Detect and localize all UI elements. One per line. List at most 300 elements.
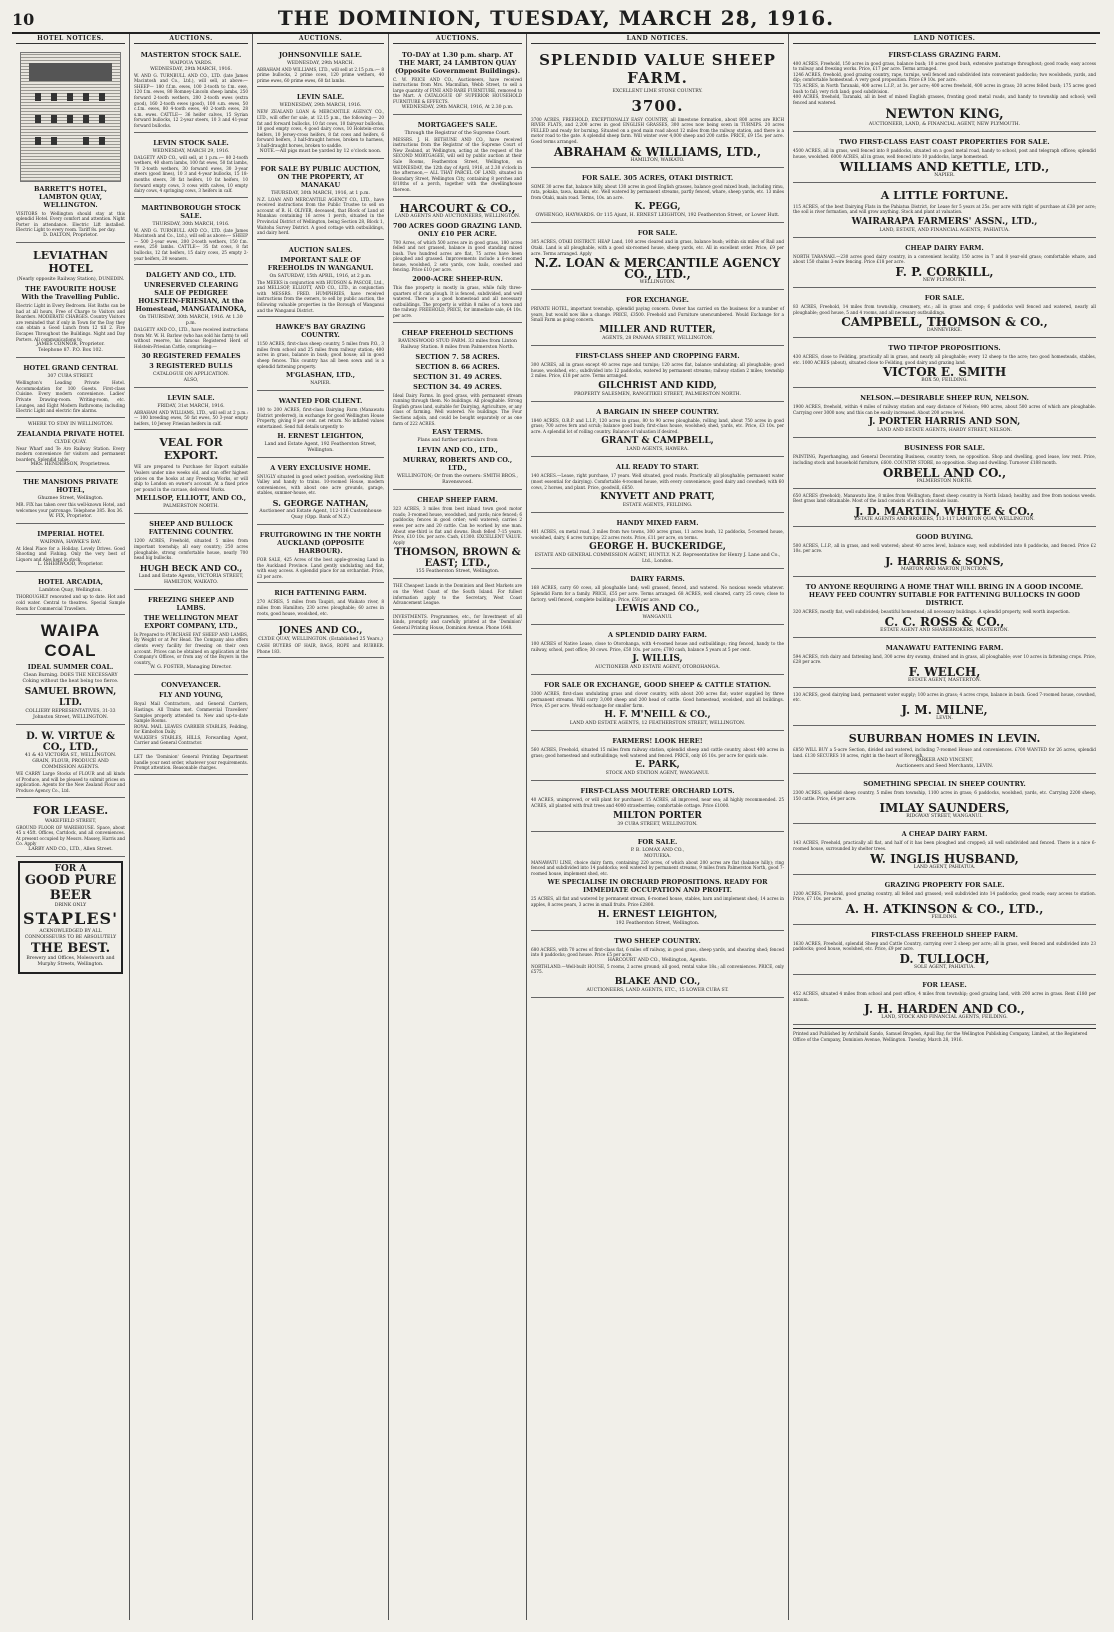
ad-agent: W. INGLIS HUSBAND, xyxy=(870,851,1019,866)
ad-agent: F. WELCH, xyxy=(908,664,981,679)
ad-body: LET the 'Dominion' General Printing Department handle your next order, whatever your requirements. Prompt attention. Reasonable charges. xyxy=(134,754,248,771)
ad-body: 430 ACRES, close to Feilding, practically all in grass, and nearly all ploughable; every 12 sheep to the acre; two good homesteads, stables, etc. 1000 ACRES (about), situated close to Feilding, good dairy and grazing land. xyxy=(793,354,1096,365)
ad-heading: TWO SHEEP COUNTRY. xyxy=(614,936,701,945)
ad-tagline: IDEAL SUMMER COAL. xyxy=(27,663,114,672)
ad-agent: PARKER AND VINCENT, xyxy=(915,758,974,764)
ad-business xyxy=(793,440,1096,488)
ad-bullock-country xyxy=(134,516,248,589)
ad-agent: SAMUEL BROWN, LTD. xyxy=(24,687,117,709)
ad-line: ALSO, xyxy=(183,377,199,383)
ad-orchard-lots xyxy=(531,783,784,831)
ad-wanganui-freeholds xyxy=(257,242,384,318)
ad-body: 115 ACRES, of the best Dairying Flats in the Pahiatua District, for Lease for 5 years at 25s. per acre with right of purchase at £38 per acre; the soil is river formation, and will grow anything. Stock and plant at valuation. xyxy=(793,203,1096,215)
ad-body: 3700 ACRES, FREEHOLD, EXCEPTIONALLY EASY COUNTRY, all limestone formation, about 800 acres are RICH RIVER FLATS, and 2,200 acres in good ENGLISH GRASSES, 300 acres now being sown in TURNIPS. 20 acres FELLED and ready for burning. Situated on a good main road about 12 miles from the railway station, and there is a motor road to the gate. A splendid sheep farm. Will winter over 4,000 sheep and 200 cattle. PRICE, £9 15s. per acre. Good terms arranged. xyxy=(531,116,784,144)
ad-heading: A LITTLE FORTUNE. xyxy=(880,188,1009,202)
ad-agent: MILTON PORTER xyxy=(613,810,702,821)
ad-heading: ALL READY TO START. xyxy=(616,463,699,472)
ad-agent-address: Auctioneers and Seed Merchants, LEVIN. xyxy=(895,764,994,770)
ad-agent: S. GEORGE NATHAN, xyxy=(272,497,369,508)
ad-masterton-stock-sale xyxy=(134,47,248,133)
beer-brewery: Brewery and Offices, Molesworth and Murphy Streets, Wellington. xyxy=(26,955,115,967)
ad-staples-beer xyxy=(18,861,123,974)
ad-body: 452 ACRES, situated 4 miles from school and post office, 4 miles from township; good grazing land, with 200 acres in grass. Rent £180 per annum. xyxy=(793,990,1096,1002)
ad-body: 130 ACRES, good dairying land, permanent water supply; 100 acres in grass; 4 acres crops, balance in bush. Good 7-roomed house, cowshed, etc. xyxy=(793,691,1096,703)
ad-agent: MELLSOP, ELLIOTT, AND CO., xyxy=(135,494,247,503)
ad-agent: M'GLASHAN, LTD., xyxy=(285,371,356,380)
ad-agent-address: PROPERTY SALESMEN, RANGITIKEI STREET, PALMERSTON NORTH. xyxy=(573,391,742,397)
ad-arcadia xyxy=(16,574,125,615)
ad-campbell-thomson xyxy=(793,290,1096,338)
ad-body: Ideal Dairy Farms. In good grass, with permanent stream running through them. No buildings. All ploughable. Strong English grass land, suitable for Dairying, Agriculture, or any class of farming. Well watered. No buildings. The Four Sections adjoin, and could be bought separately or as one farm of 222 ACRES. xyxy=(393,392,522,426)
beer-brand: STAPLES' xyxy=(23,908,118,928)
ad-heading: GRAZING PROPERTY FOR SALE. xyxy=(884,880,1005,889)
column-heading: LAND NOTICES. xyxy=(793,36,1096,44)
ad-body: 140 ACRES.—Lease, right purchase, 17 years. Well situated, good roads. Practically all ploughable; permanent water (most essential for dairying). Comfortable 4-roomed house, with every convenience; good dairy and cowshed; with 60 cows, 2 horses, and plant. Price, goodwill, £650. xyxy=(531,473,784,490)
ad-body: ABRAHAM AND WILLIAMS, LTD., will sell at 2.15 p.m.:— 8 prime bullocks, 2 prime cows, 120 prime wethers, 40 prime ewes, 60 prime ewes, 60 fat lambs. xyxy=(257,66,384,83)
ad-heading: FOR SALE BY PUBLIC AUCTION, ON THE PROPERTY, AT MANAKAU xyxy=(260,164,381,189)
ad-exclusive-home xyxy=(257,460,384,525)
ad-date: THURSDAY, 30th MARCH, 1916, at 1 p.m. xyxy=(270,190,370,196)
ad-hawkes-bay xyxy=(257,319,384,391)
ad-heading: VEAL FOR EXPORT. xyxy=(159,436,223,463)
ad-agent: J. M. MILNE, xyxy=(901,703,988,717)
beer-drink: DRINK ONLY xyxy=(54,902,87,908)
ad-martinborough xyxy=(134,200,248,266)
ad-body: N.Z. LOAN AND MERCANTILE AGENCY CO., LTD., have received instructions from the Public Trustee to sell on account of R. H. OLIVER, deceased, that Block of Land at Manakau containing 16 acres 1 perch, situated in the Provincial District of Wellington, being Section 28, Block 1, Waitohu Survey District. A good cottage with outbuildings, and dairy herd. xyxy=(257,196,384,236)
ad-harden xyxy=(793,977,1096,1025)
ad-heading: FOR LEASE. xyxy=(32,803,109,817)
ad-agent: E. PARK, xyxy=(635,760,680,771)
ad-heading: CHEAP DAIRY FARM. xyxy=(905,243,984,252)
ad-manawatu-fattening xyxy=(793,640,1096,688)
ad-tulloch xyxy=(793,927,1096,975)
ad-body: W. AND G. TURNBULL AND CO., LTD. (late James Macintosh and Co., Ltd.), will sell as above:— SHEEP— 500 2-year ewes, 200 2-tooth wethers, 150 f.m. ewes, 250 lambs. CATTLE— 35 fat cows, 8 fat bullocks, 12 fat heifers, 15 dairy cows, 25 empty 2-year heifers, 20 weaners. xyxy=(134,227,248,261)
ad-subheading: EXCELLENT LIME STONE COUNTRY. xyxy=(612,88,703,94)
ad-body: 735 ACRES, in North Taranaki, 400 acres L.I.P., at 3s. per acre; 400 acres freehold, 400 acres in grass; 20 acres felled bush; 175 acres good bush to fall; very rich land; good subdivision. xyxy=(793,82,1096,94)
ad-levin-sale-nzloan xyxy=(257,89,384,158)
ad-agent: F. P. CORKILL, xyxy=(895,264,994,279)
ad-terms: EASY TERMS. xyxy=(432,428,483,437)
page-number: 10 xyxy=(12,10,35,29)
ad-body: 650 ACRES (freehold), Manawatu line, 8 miles from Wellington; finest sheep country in North Island; healthy, and free from noxious weeds. Best grass land obtainable. Most of the land consists of a rich chocolate loam. xyxy=(793,492,1096,504)
ad-body: Near Wharf and Te Aro Railway Station. Every modern convenience for visitors and permanent boarders. Splendid table. xyxy=(16,445,125,462)
ad-agent-address: OWHENGO, HAYWARDS. Or 115 Ajunt, H. ERNEST LEIGHTON, 192 Featherston Street, or Lower Hutt. xyxy=(535,213,780,219)
ad-heading: HANDY MIXED FARM. xyxy=(616,519,699,528)
ad-body: C. W. PRICE AND CO., Auctioneers, have received instructions from Mrs. Macmillan, Webb Street, to sell a large quantity of FINE AND RARE FURNITURE, removed to the Mart. A CATALOGUE OF SUPERIOR HOUSEHOLD FURNITURE & EFFECTS. xyxy=(393,76,522,104)
ad-agent-address: Land and Estate Agent, 192 Featherston Street, Wellington. xyxy=(264,441,377,453)
ad-heading: HAWKE'S BAY GRAZING COUNTRY. xyxy=(275,323,366,340)
ad-heading: TWO TIP-TOP PROPOSITIONS. xyxy=(888,344,1001,353)
ad-agent: LARBY AND CO., LTD., Allen Street. xyxy=(28,846,113,852)
ad-body: 100 ACRES of Native Lease, close to Otorohanga, with 4-roomed house and outbuildings; ring fenced, handy to the railway, school, post office; 30 cows. Price, £50 10s. per acre; £700 cash, balance 5 years at 5 per cent. xyxy=(531,641,784,652)
column-land-notices-1 xyxy=(527,34,789,1620)
ad-agent-address: ESTATE AGENT AND SHAREBROKERS, MASTERTON. xyxy=(880,627,1009,633)
ad-heading: WE SPECIALISE IN ORCHARD PROPOSITIONS. READY FOR IMMEDIATE OCCUPATION AND PROFIT. xyxy=(547,878,768,895)
ad-body: ABRAHAM AND WILLIAMS, LTD., will sell at 2 p.m.:— 100 breeding ewes, 50 fat ewes, 50 3-year empty heifers, 10 Jersey Friesian heifers in calf. xyxy=(134,409,248,426)
ad-agent: N.Z. LOAN & MERCANTILE AGENCY CO., LTD., xyxy=(534,256,781,282)
imprint-footer: Printed and Published by Archibald Sando, Samuel Brogden, Apuil Bay, for the Wellington Publishing Company, Limited, at the Registered Office of the Company, Dominion Avenue, Wellington. Tuesday, March 28, 1916. xyxy=(793,1028,1096,1042)
ad-body: 1200 ACRES, Freehold, situated 5 miles from important township; all easy country; 250 acres ploughable, strong comfortable house, nearly 700 head big bullocks. xyxy=(134,538,248,561)
ad-agent-address: LAND AND ESTATE AGENTS, HARDY STREET, NELSON. xyxy=(877,428,1012,434)
ad-agent-address: LEVIN. xyxy=(936,716,953,721)
ad-mortgagees-sale xyxy=(393,117,522,197)
ad-agent: K. PEGG, xyxy=(634,202,681,213)
ad-imperial xyxy=(16,526,125,573)
ad-agent-address: 39 CUBA STREET, WELLINGTON. xyxy=(617,821,698,827)
ad-subheading: WAIPAWA, HAWKE'S BAY. xyxy=(39,539,102,545)
ad-cattle-station xyxy=(531,677,784,731)
ad-fruitgrowing xyxy=(257,527,384,583)
ad-agent-address: LAND AGENTS AND AUCTIONEERS, WELLINGTON. xyxy=(394,213,521,219)
ad-heading: HOTEL GRAND CENTRAL xyxy=(23,364,118,373)
ad-body: CASH BUYERS OF HAIR, BAGS, ROPE and RUBBER. Phone 183. xyxy=(257,643,384,654)
ad-heading: LEVIN STOCK SALE. xyxy=(153,138,229,147)
ad-heading: FIRST-CLASS FREEHOLD SHEEP FARM. xyxy=(871,930,1018,939)
ad-body: 143 ACRES, Freehold, practically all flat, and half of it has been ploughed and cropped; all well subdivided and fenced. There is a nice 6-roomed house, surrounded by shelter trees. xyxy=(793,840,1096,851)
column-auctions-1 xyxy=(130,34,253,1620)
ad-body: 400 ACRES, Freehold, 150 acres in good grass, balance bush; 10 acres good bush, extensive pasturage throughout; good roads; easy access to railway and freezing works. Price, £17 per acre. Terms arranged. xyxy=(793,60,1096,72)
column-heading: AUCTIONS. xyxy=(134,36,248,44)
ad-body: MESSRS. J. H. BETHUNE AND CO., have received instructions from the Registrar of the Supreme Court of New Zealand, at Wellington, acting at the request of the SECOND MORTGAGEE, will sell by public auction at their Sale Rooms, Featherston Street, Wellington, on WEDNESDAY, the 12th day of April, 1916, at 2.30 o'clock in the afternoon,— ALL THAT PARCEL OF LAND, situated in Boundary Street, Wellington City, containing 8 perches and 8/10ths of a perch, together with the dwellinghouse thereon. xyxy=(393,136,522,192)
ad-milne xyxy=(793,690,1096,726)
ad-date: On THURSDAY, 30th MARCH, 1916. At 1.30 p.m. xyxy=(139,315,243,327)
ad-cheap-freehold-sections xyxy=(393,325,522,491)
ad-heading: MASTERTON STOCK SALE. xyxy=(140,50,242,59)
section-label: WHERE TO STAY IN WELLINGTON. xyxy=(27,421,114,427)
ad-body: 560 ACRES, Freehold, situated 15 miles from railway station, splendid sheep and cattle country, about 400 acres in grass; good homestead and outbuildings; well watered and fenced. PRICE, only £6 10s. per acre for quick sale. xyxy=(531,747,784,758)
ad-heading: GOOD BUYING. xyxy=(915,532,974,541)
ad-date: WEDNESDAY, 29th MARCH. xyxy=(286,60,355,66)
ad-agent: GILCHRIST AND KIDD, xyxy=(598,380,717,391)
ad-subheading: WAKEFIELD STREET, xyxy=(44,818,97,824)
ad-barretts-hotel xyxy=(16,47,125,243)
ad-body: SNUGLY situated in good select position, overlooking Hutt Valley and handy to trains. 10-roomed House, modern conveniences, with about one acre grounds, garage, stables, summer-house, etc. xyxy=(257,473,384,496)
ad-agent: GRANT & CAMPBELL, xyxy=(601,436,714,447)
ad-body: 4500 ACRES, all in grass, well fenced into 8 paddocks, situated on a good metal road, handy to school, post and telegraph offices; splendid house, woolshed. 6000 ACRES, all in grass, well fenced into 10 paddocks, large homestead. xyxy=(793,148,1096,159)
ad-agent-address: 192 Featherston Street, Wellington. xyxy=(615,920,700,926)
ad-subheading: WAIPOUA YARDS. xyxy=(169,60,213,66)
ad-body: THE Cheapest Lands in the Dominion and Best Markets are on the West Coast of the South Island. For fullest information apply to the Secretary, West Coast Advancement League. xyxy=(393,583,522,606)
ad-body: 1246 ACRES, freehold, good grazing country, rape, turnips, well fenced and subdivided into convenient paddocks; two woolsheds, yards, and dip; comfortable homestead. A very good proposition. Price £9 10s. per acre. xyxy=(793,71,1096,83)
ad-agent: H. F. M'NEILL & CO., xyxy=(604,710,711,721)
ad-agent-address: ESTATE AGENTS, FEILDING. xyxy=(622,503,693,509)
ad-heading: FOR SALE. xyxy=(637,837,678,846)
ad-dominion-printing xyxy=(134,752,248,775)
ad-agent-address: 155 Featherston Street, Wellington. xyxy=(415,569,500,575)
ad-telephone: Telephone 87. P.O. Box 102. xyxy=(38,348,103,354)
ad-for-exchange xyxy=(531,292,784,346)
ad-body: NEW ZEALAND LOAN & MERCANTILE AGENCY CO., LTD., will offer for sale, at 12.15 p.m., the following:— 20 fat and forward bullocks, 10 fat cows, 10 fairyear bullocks, 10 good empty cows, 4 good dairy cows, 10 Holstein-cross heifers, 10 Jersey-cross heifers, 8 fat cows and heifers, 6 forward heifers, 3 half-draught horses, broken to harness, 3 half-draught horses, broken to saddle. xyxy=(257,109,384,148)
ad-agent: J. HARRIS & SONS, xyxy=(885,555,1004,569)
ad-agent-address: ESTATE AGENTS AND BROKERS, 113-117 LAMBTON QUAY, WELLINGTON. xyxy=(854,516,1035,522)
ad-heading: FOR LEASE. xyxy=(922,980,967,989)
ad-agent-address: WELLINGTON. xyxy=(639,280,676,286)
ad-agent: J. PORTER HARRIS AND SON, xyxy=(868,417,1021,428)
ad-investments xyxy=(393,612,522,635)
ad-agent-address: AUCTIONEERS, LAND AGENTS, ETC., 15 LOWER CUBA ST. xyxy=(586,987,729,993)
ad-agent: D. TULLOCH, xyxy=(899,951,990,966)
ad-body: This fine property is mostly in grass, while fully three-quarters of it can plough. It is fenced, subdivided, and well watered. There is a good homestead and all necessary outbuildings. The property is within 8 miles of a town and the railway. FREEHOLD, PRICE, for immediate sale, £4 10s. per acre. xyxy=(393,285,522,319)
ad-body: Royal Mail Contractors, and General Carriers, Hastings. All Trains met. Commercial Travellers' Samples properly attended to. New and up-to-date Sample Rooms. xyxy=(134,701,248,724)
masthead xyxy=(12,6,1100,34)
ad-subheading: 41 & 43 VICTORIA ST., WELLINGTON. GRAIN, FLOUR, PRODUCE AND COMMISSION AGENTS. xyxy=(24,753,117,771)
ad-heading: HOTEL ARCADIA, xyxy=(37,578,104,587)
ad-agent: VICTOR E. SMITH xyxy=(882,365,1007,380)
ad-date: FRIDAY, 31st MARCH, 1916. xyxy=(157,403,225,409)
column-heading: LAND NOTICES. xyxy=(531,36,784,44)
ad-subheading: RAVENSWOOD STUD FARM. 33 miles from Linton Railway Station. 8 miles from Palmerston North. xyxy=(398,338,517,350)
ad-body: WALKER'S STABLES, HILLS, Forwarding Agent, Carrier and General Contractor. xyxy=(134,734,248,746)
ad-heading: CHEAP FREEHOLD SECTIONS xyxy=(401,328,514,337)
ad-heading: NELSON.—DESIRABLE SHEEP RUN, NELSON. xyxy=(860,394,1029,403)
ad-agent-address: ESTATE AND GENERAL COMMISSION AGENT, HUNTLY. N.Z. Representative for Henry J. Lane and Co., Ltd., London. xyxy=(534,553,781,565)
ad-heading: FREEZING SHEEP AND LAMBS. xyxy=(148,595,234,612)
ad-agent: MURRAY, ROBERTS AND CO., LTD., xyxy=(402,456,513,473)
ad-body: 83 ACRES, Freehold, 14 miles from township, creamery, etc.; all in grass and crop; 6 paddocks well fenced and watered, nearly all ploughable; good house, 5 and 4 rooms, and all necessary outbuildings. xyxy=(793,303,1096,315)
ad-heading: A BARGAIN IN SHEEP COUNTRY. xyxy=(596,407,719,416)
ad-body: Clean Burning. DOES THE NECESSARY Coking without the heat being too fierce. xyxy=(22,673,119,685)
ad-body: DALGETY AND CO., will sell, at 1 p.m.:— 80 2-tooth wethers, 40 shorn lambs, 100 fat ewes, 50 fat lambs, 70 2-tooth wethers, 30 forward ewes, 30 3-year steers (good lines), 10 3 and 4-year bullocks, 15 18-months steers, 30 fat heifers, 10 fat heifers, 10 forward empty cows, 3 cows with calves, 10 empty dairy cows, 4 springing cows, 3 heifers in calf. xyxy=(134,154,248,194)
ad-heading: FRUITGROWING IN THE NORTH AUCKLAND (OPPOSITE HARBOUR). xyxy=(259,530,382,555)
ad-nelson-run xyxy=(793,390,1096,438)
ad-tagline: THE FAVOURITE HOUSE With the Travelling Public. xyxy=(21,284,120,301)
ad-agent: CAMPBELL, THOMSON & CO., xyxy=(841,315,1048,330)
ad-agent: MILLER AND RUTTER, xyxy=(599,324,716,335)
ad-body: 1200 ACRES, Freehold, good grazing country, all felled and grassed; well subdivided into 14 paddocks; good roads; easy access to station. Price, £7 10s. per acre. xyxy=(793,890,1096,902)
ad-splendid-sheep-farm xyxy=(531,47,784,168)
ad-agent-address: LAND, STOCK AND FINANCIAL AGENTS, FEILDING. xyxy=(881,1015,1008,1021)
ad-body: 323 ACRES, 3 miles from best inland town good motor roads; 3-roomed house, woodshed, and yards; nice fenced; 6 paddocks; fences in good order; well watered; carries 2 ewes per acre and 20 cattle. Can be worked by one man. About one-third is flat and downs. Bush felled 7-15 years. Price, £10 10s. per acre. Cash, £1300. EXCELLENT VALUE. Apply xyxy=(393,506,522,545)
ad-body: 320 ACRES, mostly flat, well subdivided; beautiful homestead; all necessary buildings. A splendid property, well worth inspection. xyxy=(793,609,1070,615)
ad-otaki-nzloan xyxy=(531,225,784,290)
ad-agent-address: LAND AGENT, PAHIATUA. xyxy=(913,864,976,870)
ad-splendid-dairy xyxy=(531,627,784,675)
ad-body: PRIVATE HOTEL, important township, splendid paying concern. Owner has carried on the business for a number of years, but would now like a change. PRICE, £3500. Freehold and Furniture unencumbered. Would Exchange for a Small Farm as going concern. xyxy=(531,306,784,323)
ad-body: 700 Acres, of which 500 acres are in good grass, 180 acres felled and not grassed, balance in good standing mixed bush. Two hundred acres are flat, 75 acres have been ploughed and grassed. Improvements include a 6-roomed house, woolshed, 2 sets yards, cow bails, cowshed and fencing. Price £10 per acre. xyxy=(393,239,522,273)
ad-agent-address: MARTON AND MARTON JUNCTION. xyxy=(901,567,988,573)
ad-agent: HUGH BECK AND CO., xyxy=(139,562,243,573)
ad-subheading: CLYDE QUAY. xyxy=(54,439,87,445)
ad-suburban-homes xyxy=(793,728,1096,774)
beer-for: FOR A xyxy=(54,863,87,874)
ad-agent-address: NAPIER. xyxy=(310,381,331,387)
column-hotel-notices xyxy=(12,34,130,1620)
ad-body: Is Prepared to PURCHASE FAT SHEEP AND LAMBS, By Weight or at Per Head. The Company also offers clients every facility for freezing on their own account. Prices can be obtained on application at the Company's Offices, or from any of the Buyers in the country. xyxy=(134,631,248,665)
masthead-title: THE DOMINION, TUESDAY, MARCH 28, 1916. xyxy=(277,6,835,30)
ad-heading: FOR SALE. xyxy=(637,229,678,238)
ad-body: 1150 ACRES, first-class sheep country, 5 miles from P.O., 3 miles from school and 25 miles from railway station; 400 acres in grass, balance in bush; good house; all in good sheep fences. This country has all been sown and is a splendid fattening property. xyxy=(257,341,384,369)
column-land-notices-2 xyxy=(789,34,1100,1620)
ad-heading: TO ANYONE REQUIRING A HOME THAT WILL BRING IN A GOOD INCOME. HEAVY FEED COUNTRY SUITABLE FOR FATTENING BULLOCKS IN GOOD DISTRICT. xyxy=(805,583,1084,608)
ad-body: 2300 ACRES, splendid sheep country, 5 miles from township, 1100 acres in grass; 6 paddocks, woolshed, yards, etc. Carrying 2200 sheep, 150 cattle. Price, £4 per acre. xyxy=(793,790,1096,801)
ad-body: The MEEKS in conjunction with HUDSON & PASCOE, Ltd., and MELLSOP, ELLIOTT, AND CO., LTD., in conjunction with MESSRS. FRED. HUMPHRIES, have received instructions from the owners, to sell by public auction, the following valuable properties in the Borough of Wanganui and the Wanganui District. xyxy=(257,279,384,313)
ad-agent: WAIRARAPA FARMERS' ASSN., LTD., xyxy=(851,216,1038,227)
ad-agent-address: STOCK AND STATION AGENT, WANGANUI. xyxy=(605,771,710,777)
ad-heading: IMPORTANT SALE OF FREEHOLDS IN WANGANUI. xyxy=(267,255,374,272)
ad-levin-sale xyxy=(134,390,248,431)
column-auctions-3 xyxy=(389,34,527,1620)
ad-heading: LEVIATHAN HOTEL xyxy=(33,248,108,275)
ad-subheading: Ghuznee Street, Wellington. xyxy=(37,496,104,502)
ad-conveyancer xyxy=(134,677,248,750)
ad-heading: 700 ACRES GOOD GRAZING LAND. ONLY £10 PER ACRE. xyxy=(393,221,522,238)
ad-furniture-sale xyxy=(393,47,522,115)
ad-agent-address: COLLIERY REPRESENTATIVES, 31-33 Johnston Street, WELLINGTON. xyxy=(25,709,116,721)
ad-agent-address: HAMILTON, WAIKATO. xyxy=(630,157,685,163)
ad-agent: J. WILLIS, xyxy=(632,654,683,665)
ad-agent-address: AUCTIONEER, LAND, & FINANCIAL AGENT, NEW PLYMOUTH. xyxy=(868,122,1021,128)
beer-best: THE BEST. xyxy=(30,940,111,956)
ad-imlay-saunders xyxy=(793,776,1096,824)
ad-heading: A SPLENDID DAIRY FARM. xyxy=(608,631,707,640)
ad-proprietor: MRS. HENDERSON, Proprietress. xyxy=(30,462,111,468)
ad-agent: IMLAY SAUNDERS, xyxy=(879,801,1010,816)
section-line: SECTION 31. 49 ACRES. xyxy=(413,372,502,381)
ad-agent-address: Auctioneer and Estate Agent, 112-116 Customhouse Quay (Opp. Bank of N.Z.) xyxy=(259,508,382,520)
ad-good-buying xyxy=(793,529,1096,577)
ad-mansions xyxy=(16,474,125,523)
ad-agent: H. ERNEST LEIGHTON, xyxy=(597,909,718,920)
ad-agent: HARCOURT AND CO., Wellington, Agents. xyxy=(607,957,708,963)
ad-agent-address: BOX 50, FEILDING. xyxy=(921,378,968,384)
ad-body: 400 ACRES, freehold, Taranaki, all in best of mixed English grasses, fronting good metal roads, and handy to township and school; well fenced and watered. xyxy=(793,94,1096,105)
ad-subheading: (Nearly opposite Railway Station), DUNEDIN. xyxy=(16,276,125,282)
ad-company: THE WELLINGTON MEAT EXPORT COMPANY, LTD., xyxy=(143,613,239,630)
ad-motueka xyxy=(531,834,784,931)
ad-body: SOME 30 acres flat, balance hilly, about 130 acres in good English grasses, balance good mixed bush, including rimu, rata, pokaka, tawa, kamahi, etc. Well watered by permanent streams, partly fenced, whare, sheep yards, etc. 13 miles from Otaki, main road. Terms, 10s. an acre. xyxy=(531,183,784,200)
ad-heading: TO-DAY at 1.30 p.m. sharp. AT THE MART, 24 LAMBTON QUAY (Opposite Government Buildings). xyxy=(394,50,521,75)
ad-heading: THE MANSIONS PRIVATE HOTEL, xyxy=(22,478,119,495)
ad-heading: CONVEYANCER. xyxy=(161,681,221,690)
ad-body: 40 ACRES, unimproved, or will plant for purchaser. 15 ACRES, all improved, near sea; all highly recommended. 25 ACRES, all planted with fruit trees and 4000 strawberries; comfortable cottage. Price £1000. xyxy=(531,797,784,808)
hotel-engraving-image xyxy=(20,52,121,182)
ad-subheading: Lambton Quay, Wellington. xyxy=(39,588,102,594)
ad-meat-export xyxy=(134,592,248,676)
ad-martin-whyte xyxy=(793,491,1096,527)
ad-body: 401 ACRES, on metal road, 3 miles from two towns, 300 acres grass, 11 acres bush, 12 paddocks, 5-roomed house, woolshed, dairy, 6 acres turnips; 22 acres roots. Price, £11 per acre, on terms. xyxy=(531,529,784,540)
ad-heading: MORTGAGEE'S SALE. xyxy=(417,120,498,129)
ad-agent: WILLIAMS AND KETTLE, LTD., xyxy=(839,159,1050,174)
ad-for-lease xyxy=(16,800,125,857)
ad-body: At Ideal Place for a Holiday. Lovely Drives. Good Shooting and Fishing. Only the very best of Liquors and Ales kept in stock. xyxy=(16,545,125,562)
section-line: SECTION 7. 58 ACRES. xyxy=(415,352,500,361)
ad-johnsonville-sale xyxy=(257,47,384,88)
ad-heading: MARTINBOROUGH STOCK SALE. xyxy=(141,203,241,220)
ad-west-coast xyxy=(393,581,522,609)
ad-agent-address: ESTATE AGENT, MASTERTON. xyxy=(908,677,981,683)
ad-body: 1840 ACRES, O.R.P. and L.I.P., 120 acres in grass, 80 to 90 acres ploughable, rolling land, about 750 acres in good grass; 700 acres fern and scrub; balance good bush; first-class house, woolshed; shed, yards, etc. Price, £3 10s. per acre. A splendid lot of rolling country. Balance of valuation if desired. xyxy=(531,417,784,434)
ad-heading: MANAWATU FATTENING FARM. xyxy=(885,643,1004,652)
section-line: SECTION 34. 49 ACRES. xyxy=(413,382,502,391)
ad-agent-address: AUCTIONEER AND ESTATE AGENT, OTOROHANGA. xyxy=(594,665,720,671)
ad-proprietor: L. ISHERWOOD, Proprietor. xyxy=(37,562,104,568)
ad-holstein-clearing-sale xyxy=(134,267,248,387)
ad-date: THURSDAY, 30th MARCH, 1916. xyxy=(152,221,230,227)
ad-ready-to-start xyxy=(531,459,784,513)
ad-body: 1630 ACRES, Freehold, splendid Sheep and Cattle Country, carrying over 2 sheep per acre; all in grass, well fenced and subdivided into 23 paddocks; good house, woolshed, etc. Price, £9 per acre. xyxy=(793,940,1096,952)
ad-farmers-look-here xyxy=(531,733,784,781)
ad-body: 3300 ACRES, first-class undulating grass and clover country, with about 200 acres flat; water supplied by three permanent streams. Will carry 3,000 sheep and 200 head of cattle. Good homestead, woolshed, and all buildings. Price, £5 per acre. Would exchange for smaller farm. xyxy=(531,691,784,708)
column-heading: HOTEL NOTICES. xyxy=(16,36,125,44)
ad-two-sheep-country xyxy=(531,933,784,998)
ad-ross xyxy=(793,579,1096,638)
ad-heading: WAIPA COAL xyxy=(40,621,101,661)
ad-heading: BUSINESS FOR SALE. xyxy=(904,444,985,453)
ad-agent-address: SOLE AGENT, PAHIATUA. xyxy=(914,964,975,970)
ad-agent-address: DANNEVIRKE. xyxy=(926,328,963,334)
ad-body: MANAWATU LINE, choice dairy farm, containing 220 acres, of which about 200 acres are flat (balance hilly); ring fenced and subdivided into 14 paddocks; well watered by permanent streams, 9 miles from Palmerston North, good 7-roomed house, implement shed, etc. xyxy=(531,859,784,876)
ad-body: W. AND G. TURNBULL AND CO., LTD. (late James Macintosh and Co., Ltd.), will sell, at above:— SHEEP— 180 f.f.m. ewes, 100 2-tooth to f.m. ewe, 120 f.m. ewes, 80 Romney-Lincoln sheep lambs, 250 forward 2-tooth wethers, 200 2-tooth ewes (extra good), 160 2-tooth ewes (good), 100 s.m. ewes, 50 c.f.m. ewes, 80 4-tooth ewes, 40 2-tooth ewes, 28 s.m. ewes. CATTLE— 36 heifer calves, 15 Syrian forward bullocks, 12 2-year steers, 10 3 and 41-year forward bullocks. xyxy=(134,72,248,128)
ad-note: Plans and further particulars from xyxy=(417,438,498,444)
ad-leviathan-hotel xyxy=(16,245,125,358)
ad-agent: BLAKE AND CO., xyxy=(614,976,701,987)
ad-cropping-farm xyxy=(531,348,784,402)
ad-east-coast xyxy=(793,134,1096,182)
ad-zealandia xyxy=(16,420,125,473)
ad-grand-central xyxy=(16,360,125,418)
ad-cheap-sheep-farm xyxy=(393,492,522,579)
ad-heading: DAIRY FARMS. xyxy=(630,575,685,584)
ad-heading: SOMETHING SPECIAL IN SHEEP COUNTRY. xyxy=(863,780,1026,789)
ad-subheading: 307 CUBA STREET. xyxy=(47,374,94,380)
ad-agent: A. H. ATKINSON & CO., LTD., xyxy=(845,901,1044,916)
ad-heading: FOR SALE OR EXCHANGE, GOOD SHEEP & CATTLE STATION. xyxy=(543,681,772,690)
ad-body: 305 ACRES, OTAKI DISTRICT. HEAP Land, 100 acres cleared and in grass, balance bush; within six miles of Rail and Otaki. Land is all ploughable, with a good six-roomed house, sheep yards, etc. All in excellent order. Price, £9 per acre. Terms arranged. Apply xyxy=(531,239,784,256)
ad-newton-king xyxy=(793,47,1096,133)
ad-proprietor: W. FIX, Proprietor. xyxy=(48,513,93,519)
ad-body: MR. FIX has taken over this well-known Hotel, and welcomes your patronage. Telephone 385. Box 36. xyxy=(16,502,125,514)
ad-body: THOROUGHLY renovated and up to date. Hot and cold water. Central to theatres. Special Sample Room for Commercial Travellers. xyxy=(16,594,125,611)
ad-agent: NEWTON KING, xyxy=(885,107,1004,123)
ad-little-fortune xyxy=(793,185,1096,238)
ad-waipa-coal xyxy=(16,617,125,725)
ad-date: On SATURDAY, 15th APRIL, 1916, at 2 p.m. xyxy=(269,273,372,279)
ad-wanted-for-client xyxy=(257,393,384,457)
ad-acres: 3700. xyxy=(631,96,684,115)
ad-sheep-bargain xyxy=(531,404,784,458)
ad-agent: C. C. ROSS & CO., xyxy=(884,614,1005,629)
ad-company: FLY AND YOUNG, xyxy=(158,691,224,700)
ad-heading: WANTED FOR CLIENT. xyxy=(278,397,363,406)
ad-agent: ORBELL AND CO., xyxy=(882,465,1007,480)
ad-agent-address: RIDGWAY STREET, WANGANUI. xyxy=(906,814,983,820)
ad-agent-address: PALMERSTON NORTH. xyxy=(163,504,219,510)
ad-agent: GEORGE H. BUCKERIDGE, xyxy=(589,542,726,553)
ad-proprietor: D. DALTON, Proprietor. xyxy=(43,232,98,238)
ad-agent-address: Land and Estate Agents, VICTORIA STREET, HAMILTON, WAIKATO. xyxy=(138,573,244,585)
ad-body: Wellington's Leading Private Hotel. Accommodation for 100 Guests. First-class Cuisine. Every modern convenience. Ladies' Private Drawing-room. Writing-room, etc. Lounges, and Eight Modern Bathrooms; including Electric Light and electric fire alarms. xyxy=(16,380,125,414)
ad-heading: TWO FIRST-CLASS EAST COAST PROPERTIES FOR SALE. xyxy=(839,138,1050,147)
ad-heading: FIRST-CLASS MOUTERE ORCHARD LOTS. xyxy=(580,787,735,796)
ad-body: 500 ACRES, L.I.P., all in grass, and well watered; about 40 acres level, balance easy, well subdivided into 8 paddocks, and fenced. Price £2 10s. per acre. xyxy=(793,542,1096,554)
ad-body: PAINTING, Paperhanging, and General Decorating Business, country town, no opposition. Shop and dwelling, good lease, low rent. Price, including stock and household furniture, £600. COUNTRY STORE, no opposition. Shop and dwelling. Turnover £188 month. xyxy=(793,454,1096,466)
ad-cheap-dairy xyxy=(793,240,1096,288)
ad-note: NOTE.—All pigs must be yarded by 12 o'clock noon. xyxy=(259,148,382,154)
ad-agent: HARCOURT & CO., xyxy=(399,201,516,215)
ad-jones xyxy=(257,622,384,658)
ad-atkinson xyxy=(793,877,1096,925)
ad-body: WE CARRY Large Stocks of FLOUR and all kinds of Produce, and will be pleased to submit prices on application. Agents for the New Zealand Flour and Produce Agency Co., Ltd. xyxy=(16,771,125,793)
ad-inglis-husband xyxy=(793,826,1096,874)
ad-agent: P. B. LOMAX AND CO., xyxy=(630,847,685,853)
ad-body: INVESTMENTS. Programmes, etc., for Investment of all kinds, promptly and carefully printed at the 'Dominion' General Printing House, Dominion Avenue. Phone 1648. xyxy=(393,613,522,630)
ad-body: WE are prepared to Purchase for Export suitable Vealers under nine weeks old, and can offer highest prices on the hooks at any Freezing Works, or will ship to London on owner's account. At a fixed price per pound in the carcase, delivered Works. xyxy=(134,464,248,492)
ad-body: £850 WILL BUY a 5-acre Section, divided and watered, including 7-roomed House and conveniences. £700 WANTED for 26 acres, splendid land. £130 SECURES 10 acres, right in the heart of Borough. xyxy=(793,747,1096,758)
ad-agent: J. H. HARDEN AND CO., xyxy=(864,1002,1025,1017)
ad-heading: FOR SALE. 305 ACRES, OTAKI DISTRICT. xyxy=(581,173,734,182)
beer-text: ACKNOWLEDGED BY ALL CONNOISSEURS TO BE ABSOLUTELY xyxy=(24,928,117,940)
ad-subheading: CLYDE QUAY, WELLINGTON. (Established 25 Years.) xyxy=(258,637,383,643)
